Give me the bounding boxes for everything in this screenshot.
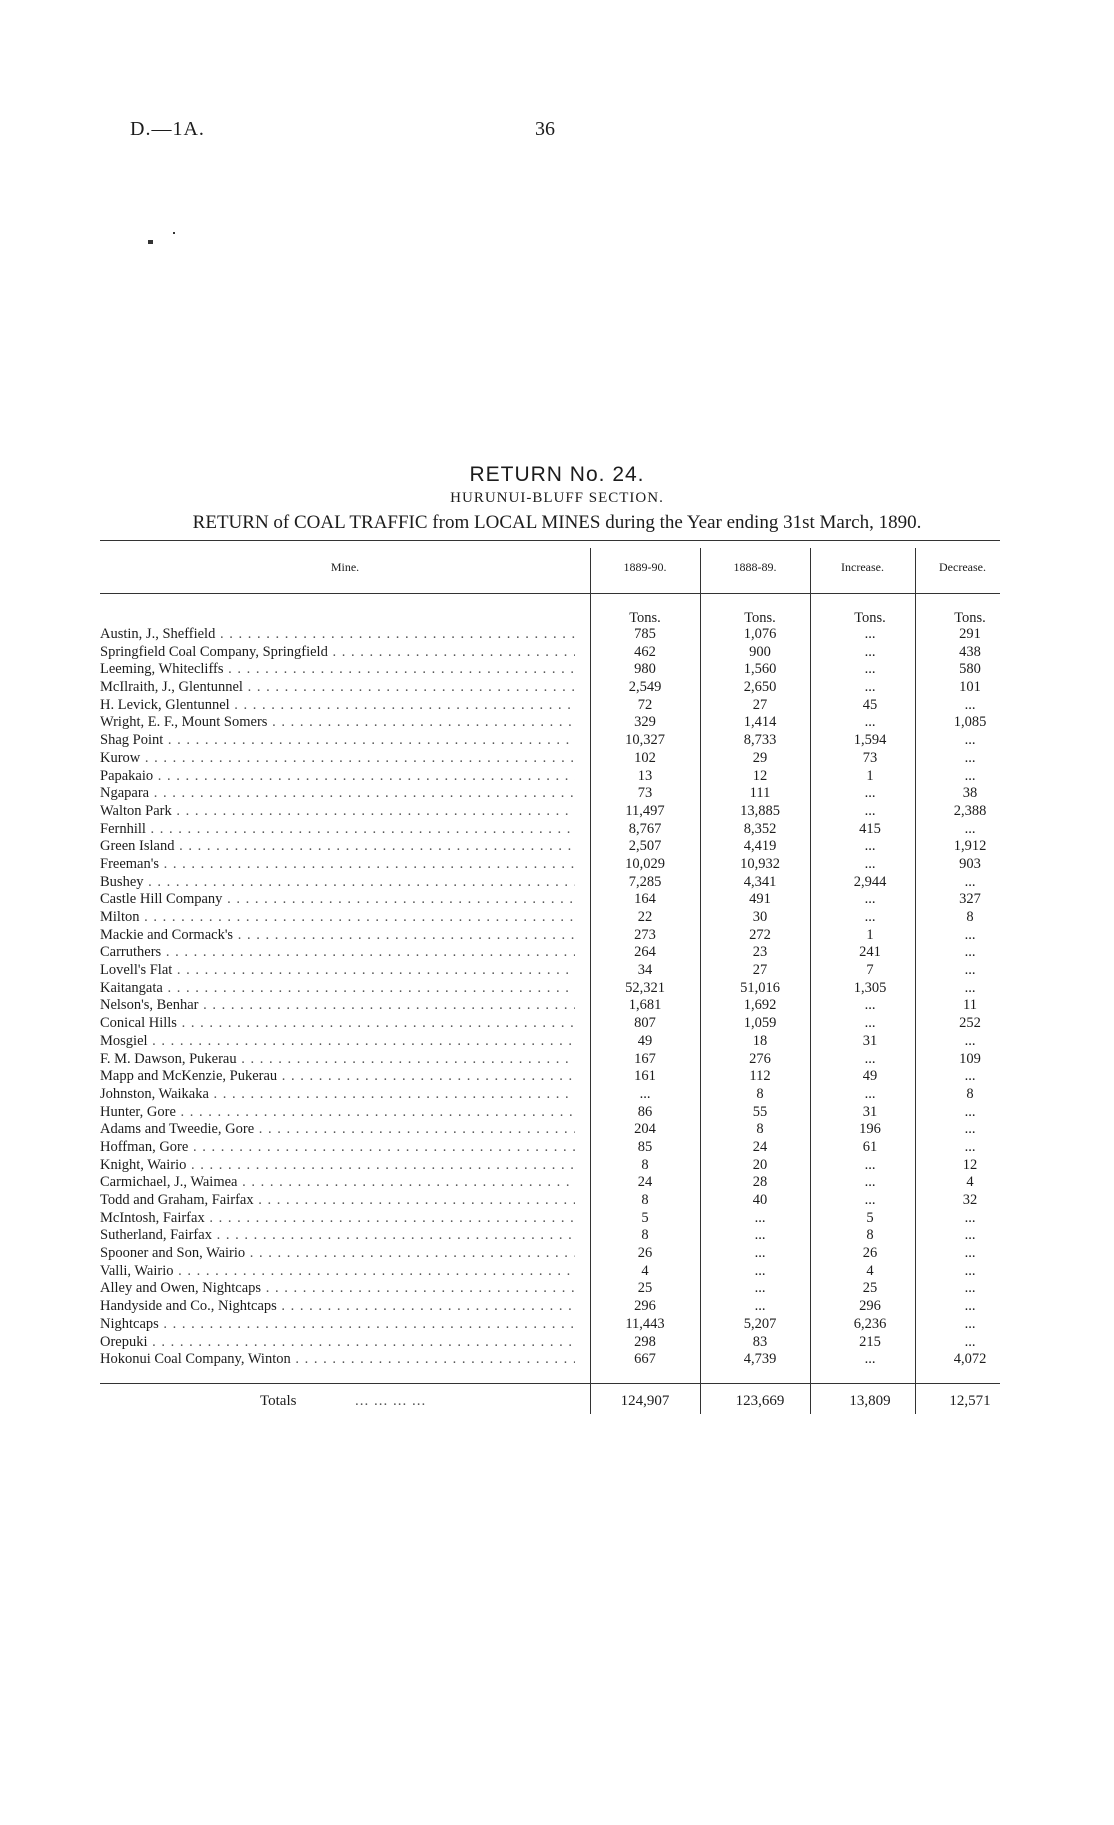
value-increase: 215 [859,1333,881,1350]
mine-name: Kurow . . . [100,750,575,768]
value-decrease: 1,912 [953,838,987,855]
value-1889-90: 8 [641,1227,649,1244]
table-row [100,1174,1000,1192]
value-decrease: 109 [959,1050,981,1067]
value-decrease: 2,388 [953,802,987,819]
mine-name: Carruthers . . . [100,944,575,962]
table-row [100,803,1000,821]
value-1888-89: 8,733 [743,732,777,749]
value-1889-90: 25 [637,1280,653,1297]
mine-name: Bushey . . . [100,874,575,892]
header-decrease: Decrease. [939,560,986,574]
table-row [100,750,1000,768]
mine-name: McIlraith, J., Glentunnel . . . [100,679,575,697]
value-decrease: 4 [966,1174,974,1191]
value-1889-90: 1,681 [628,997,662,1014]
value-1889-90: 667 [634,1351,656,1368]
value-1888-89: 276 [749,1050,771,1067]
value-increase: 45 [862,696,878,713]
value-decrease: 12 [962,1156,978,1173]
mine-name: McIntosh, Fairfax . . . [100,1210,575,1228]
value-1889-90: 13 [637,767,653,784]
value-1889-90: 785 [634,626,656,642]
table-row [100,1351,1000,1369]
value-increase: 61 [862,1138,878,1155]
value-decrease: ... [964,1138,976,1155]
unit-label: Tons. [744,610,776,626]
mine-name: Walton Park . . . [100,803,575,821]
value-1888-89: 8,352 [743,820,777,837]
value-1888-89: 111 [749,785,771,802]
value-1888-89: ... [754,1298,766,1315]
value-1888-89: 4,739 [743,1351,777,1368]
value-1888-89: 40 [752,1192,768,1208]
value-1889-90: 980 [634,661,656,678]
value-1888-89: 5,207 [743,1315,777,1332]
mine-name: Hokonui Coal Company, Winton . . . [100,1351,575,1369]
unit-label: Tons. [854,610,886,626]
value-1889-90: 34 [637,962,653,979]
value-1888-89: 20 [752,1156,768,1173]
value-1888-89: ... [754,1209,766,1226]
value-1888-89: 1,692 [743,997,777,1014]
totals-row [100,1393,1000,1413]
unit-label: Tons. [954,610,986,626]
table-row [100,1121,1000,1139]
value-decrease: ... [964,1209,976,1226]
value-increase: ... [864,1174,876,1191]
value-increase: 5 [866,1209,874,1226]
value-decrease: ... [964,820,976,837]
value-1889-90: 10,327 [625,732,665,749]
value-decrease: 32 [962,1192,978,1208]
value-1889-90: 807 [634,1015,656,1032]
value-increase: 1,305 [853,979,887,996]
mine-name: Hoffman, Gore . . . [100,1139,575,1157]
mine-name: Adams and Tweedie, Gore . . . [100,1121,575,1139]
total-1888-89: 123,669 [735,1393,785,1409]
table-row [100,1280,1000,1298]
table-row [100,1157,1000,1175]
total-decrease: 12,571 [949,1393,991,1409]
value-increase: ... [864,802,876,819]
value-1888-89: 10,932 [740,855,780,872]
value-increase: 26 [862,1245,878,1262]
scan-speck [148,240,153,244]
value-decrease: 8 [966,909,974,925]
value-1889-90: 49 [637,1032,653,1049]
table-row [100,679,1000,697]
value-1889-90: 52,321 [625,979,665,996]
value-increase: 296 [859,1298,881,1315]
value-decrease: ... [964,1333,976,1350]
value-decrease: 1,085 [953,714,987,731]
value-1888-89: 13,885 [740,802,780,819]
table-row [100,1033,1000,1051]
mine-name: F. M. Dawson, Pukerau . . . [100,1051,575,1069]
value-increase: 25 [862,1280,878,1297]
table-row [100,1104,1000,1122]
table-row [100,944,1000,962]
mine-name: H. Levick, Glentunnel . . . [100,697,575,715]
value-decrease: ... [964,696,976,713]
table-row [100,626,1000,644]
table-row [100,785,1000,803]
value-decrease: ... [964,1032,976,1049]
value-increase: ... [864,643,876,660]
value-1889-90: 11,443 [625,1315,665,1332]
value-1889-90: 2,507 [628,838,662,855]
value-increase: ... [864,1351,876,1368]
value-increase: 7 [866,962,874,979]
value-1888-89: 27 [752,696,768,713]
value-increase: ... [864,909,876,925]
mine-name: Nightcaps . . . [100,1316,575,1334]
mine-name: Nelson's, Benhar . . . [100,997,575,1015]
header-1888-89: 1888-89. [733,560,777,574]
value-1889-90: 4 [641,1262,649,1279]
table-row [100,768,1000,786]
value-increase: ... [864,679,876,696]
value-decrease: 580 [959,661,981,678]
value-1889-90: 161 [634,1068,656,1085]
value-1889-90: 329 [634,714,656,731]
mine-name: Todd and Graham, Fairfax . . . [100,1192,575,1210]
value-1888-89: 4,341 [743,873,777,890]
value-increase: 2,944 [853,873,887,890]
value-1888-89: 18 [752,1032,768,1049]
value-1889-90: 10,029 [625,855,665,872]
table-row [100,962,1000,980]
value-increase: 1 [866,767,874,784]
value-increase: ... [864,661,876,678]
value-decrease: ... [964,1298,976,1315]
value-1888-89: 51,016 [740,979,780,996]
value-1889-90: 8 [641,1192,649,1208]
value-1889-90: 462 [634,643,656,660]
value-1889-90: 8 [641,1156,649,1173]
value-1888-89: 112 [749,1068,771,1085]
value-increase: ... [864,1156,876,1173]
value-1888-89: 55 [752,1103,768,1120]
value-1889-90: 7,285 [628,873,662,890]
value-1888-89: 2,650 [743,679,777,696]
mine-name: Carmichael, J., Waimea . . . [100,1174,575,1192]
value-increase: 31 [862,1103,878,1120]
value-1888-89: 491 [749,891,771,908]
value-1888-89: 8 [756,1085,764,1102]
value-1889-90: 296 [634,1298,656,1315]
mine-name: Milton . . . [100,909,575,927]
header-mine: Mine. [330,560,360,574]
value-increase: ... [864,1192,876,1208]
table-row [100,732,1000,750]
mine-name: Leeming, Whitecliffs . . . [100,661,575,679]
mine-name: Kaitangata . . . [100,980,575,998]
value-decrease: 101 [959,679,981,696]
value-1889-90: 85 [637,1138,653,1155]
table-totals-rule [100,1383,1000,1384]
value-increase: 73 [862,749,878,766]
mine-name: Papakaio . . . [100,768,575,786]
scan-speck [173,232,175,234]
value-increase: ... [864,1015,876,1032]
value-increase: ... [864,838,876,855]
value-increase: ... [864,891,876,908]
table-row [100,1192,1000,1210]
value-1888-89: 900 [749,643,771,660]
mine-name: Wright, E. F., Mount Somers . . . [100,714,575,732]
value-decrease: 438 [959,643,981,660]
table-row [100,697,1000,715]
value-increase: 8 [866,1227,874,1244]
value-increase: ... [864,1050,876,1067]
value-decrease: 252 [959,1015,981,1032]
mine-name: Shag Point . . . [100,732,575,750]
value-1888-89: 1,414 [743,714,777,731]
table-row [100,1263,1000,1281]
value-1889-90: 86 [637,1103,653,1120]
table-row [100,1227,1000,1245]
table-row [100,1139,1000,1157]
value-1889-90: 24 [637,1174,653,1191]
value-1888-89: 272 [749,926,771,943]
value-decrease: ... [964,1121,976,1138]
mine-name: Valli, Wairio . . . [100,1263,575,1281]
value-decrease: 11 [963,997,977,1014]
value-decrease: ... [964,732,976,749]
value-1889-90: 298 [634,1333,656,1350]
table-row [100,1068,1000,1086]
value-decrease: ... [964,926,976,943]
value-1888-89: 24 [752,1138,768,1155]
value-1888-89: 1,560 [743,661,777,678]
value-1888-89: ... [754,1227,766,1244]
value-decrease: ... [964,962,976,979]
total-1889-90: 124,907 [620,1393,670,1409]
table-row [100,1245,1000,1263]
value-decrease: 4,072 [953,1351,987,1368]
mine-name: Alley and Owen, Nightcaps . . . [100,1280,575,1298]
mine-name: Spooner and Son, Wairio . . . [100,1245,575,1263]
mine-name: Springfield Coal Company, Springfield . . . [100,644,575,662]
table-row [100,1086,1000,1104]
table-row [100,1051,1000,1069]
value-1888-89: 1,076 [743,626,777,642]
value-1888-89: 29 [752,749,768,766]
page-reference: D.—1A. [130,118,205,140]
mine-name: Fernhill . . . [100,821,575,839]
value-1888-89: 30 [752,909,768,925]
value-increase: 196 [859,1121,881,1138]
table-row [100,644,1000,662]
value-1888-89: 27 [752,962,768,979]
value-increase: 1,594 [853,732,887,749]
value-1888-89: 23 [752,944,768,961]
value-decrease: 8 [966,1085,974,1102]
table-row [100,856,1000,874]
table-top-rule [100,540,1000,541]
table-row [100,1334,1000,1352]
mine-name: Lovell's Flat . . . [100,962,575,980]
value-1888-89: 1,059 [743,1015,777,1032]
value-increase: 415 [859,820,881,837]
value-1888-89: 28 [752,1174,768,1191]
value-1889-90: 204 [634,1121,656,1138]
value-increase: 4 [866,1262,874,1279]
mine-name: Mackie and Cormack's . . . [100,927,575,945]
header-1889-90: 1889-90. [623,560,667,574]
value-increase: 241 [859,944,881,961]
value-decrease: ... [964,1245,976,1262]
table-row [100,909,1000,927]
table-row [100,980,1000,998]
value-1889-90: 264 [634,944,656,961]
section-title: HURUNUI-BLUFF SECTION. [450,490,664,506]
value-decrease: ... [964,1262,976,1279]
value-increase: 1 [866,926,874,943]
mine-name: Sutherland, Fairfax . . . [100,1227,575,1245]
value-1889-90: 167 [634,1050,656,1067]
value-1889-90: 273 [634,926,656,943]
mine-name: Johnston, Waikaka . . . [100,1086,575,1104]
mine-name: Green Island . . . [100,838,575,856]
value-1889-90: 72 [637,696,653,713]
value-1888-89: ... [754,1280,766,1297]
value-decrease: 327 [959,891,981,908]
table-row [100,821,1000,839]
value-increase: ... [864,626,876,642]
unit-label: Tons. [629,610,661,626]
value-1889-90: 102 [634,749,656,766]
table-row [100,1015,1000,1033]
table-header-rule [100,593,1000,594]
value-1889-90: 26 [637,1245,653,1262]
table-row [100,997,1000,1015]
value-1888-89: ... [754,1245,766,1262]
mine-name: Hunter, Gore . . . [100,1104,575,1122]
value-decrease: ... [964,944,976,961]
mine-rows [100,626,1000,1369]
value-1888-89: 83 [752,1333,768,1350]
return-title: RETURN No. 24. [469,463,645,486]
value-decrease: ... [964,1068,976,1085]
mine-name: Knight, Wairio . . . [100,1157,575,1175]
table-row [100,1210,1000,1228]
table-subtitle: RETURN of COAL TRAFFIC from LOCAL MINES during the Year ending 31st March, 1890. [192,512,922,533]
value-1889-90: 73 [637,785,653,802]
mine-name: Handyside and Co., Nightcaps . . . [100,1298,575,1316]
value-decrease: 903 [959,855,981,872]
table-row [100,874,1000,892]
value-1889-90: 22 [637,909,653,925]
value-decrease: 38 [962,785,978,802]
mine-name: Conical Hills . . . [100,1015,575,1033]
value-decrease: ... [964,767,976,784]
table-row [100,891,1000,909]
value-1889-90: 8,767 [628,820,662,837]
value-increase: ... [864,785,876,802]
value-decrease: ... [964,1280,976,1297]
mine-name: Austin, J., Sheffield . . . [100,626,575,644]
mine-name: Mosgiel . . . [100,1033,575,1051]
value-decrease: ... [964,749,976,766]
value-decrease: ... [964,1103,976,1120]
value-1889-90: 164 [634,891,656,908]
value-decrease: ... [964,873,976,890]
table-row [100,1298,1000,1316]
value-decrease: ... [964,1227,976,1244]
mine-name: Castle Hill Company . . . [100,891,575,909]
value-increase: 6,236 [853,1315,887,1332]
table-row [100,661,1000,679]
value-increase: ... [864,714,876,731]
totals-label: Totals [260,1393,297,1409]
mine-name: Mapp and McKenzie, Pukerau . . . [100,1068,575,1086]
header-increase: Increase. [841,560,884,574]
value-increase: 31 [862,1032,878,1049]
value-decrease: ... [964,1315,976,1332]
value-1888-89: 8 [756,1121,764,1138]
total-increase: 13,809 [849,1393,891,1409]
table-row [100,714,1000,732]
value-1889-90: 2,549 [628,679,662,696]
value-increase: 49 [862,1068,878,1085]
totals-leader-dots: ... ... ... ... [355,1393,427,1409]
value-1889-90: 11,497 [625,802,665,819]
value-1888-89: 4,419 [743,838,777,855]
table-row [100,927,1000,945]
table-row [100,838,1000,856]
value-1889-90: ... [639,1085,651,1102]
value-increase: ... [864,855,876,872]
value-1889-90: 5 [641,1209,649,1226]
mine-name: Freeman's . . . [100,856,575,874]
table-row [100,1316,1000,1334]
mine-name: Orepuki . . . [100,1334,575,1352]
value-1888-89: ... [754,1262,766,1279]
value-increase: ... [864,997,876,1014]
value-decrease: ... [964,979,976,996]
value-1888-89: 12 [752,767,768,784]
units-row [100,610,1000,626]
mine-name: Ngapara . . . [100,785,575,803]
value-decrease: 291 [959,626,981,642]
page-number: 36 [535,118,555,140]
value-increase: ... [864,1085,876,1102]
